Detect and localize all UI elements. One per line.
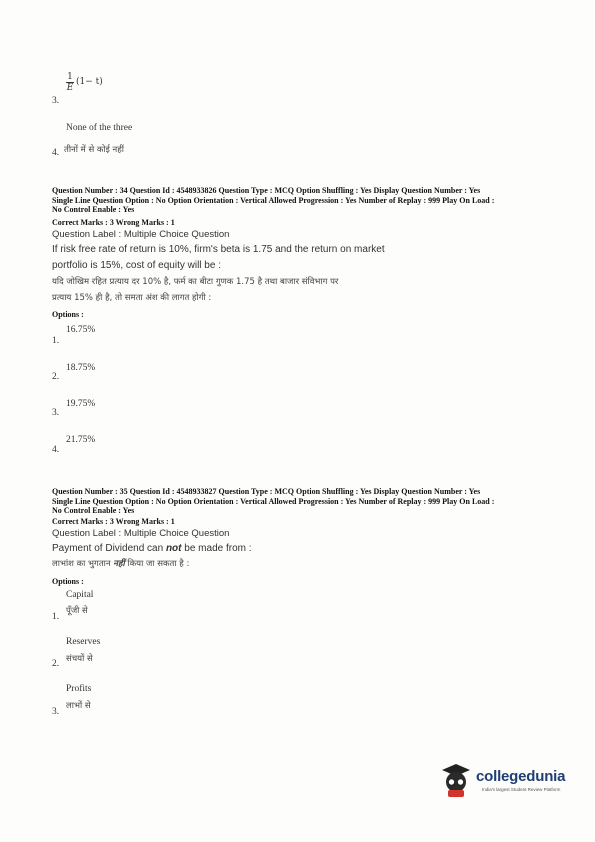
prev-option-3-number: 3. xyxy=(52,96,60,106)
q35-option-2-en: Reserves xyxy=(66,637,101,647)
q35-text-hi-emphasis: नहीं xyxy=(113,559,125,569)
q35-meta-line-2: Single Line Question Option : No Option Orientation : Vertical Allowed Progression : Yes Number of Replay : 999 Play On Load : xyxy=(52,496,495,506)
q35-marks: Correct Marks : 3 Wrong Marks : 1 xyxy=(52,517,175,526)
collegedunia-mascot-icon xyxy=(438,760,474,800)
q35-text-hi-post: किया जा सकता है : xyxy=(124,559,190,569)
q35-options-heading: Options : xyxy=(52,577,84,586)
collegedunia-tagline: India's largest Student Review Platform xyxy=(482,787,561,792)
q34-option-1-number: 1. xyxy=(52,336,60,346)
q34-options-heading: Options : xyxy=(52,310,84,319)
prev-option-4-hindi: तीनों में से कोई नहीं xyxy=(64,145,124,155)
q34-text-en-line-1: If risk free rate of return is 10%, firm's beta is 1.75 and the return on market xyxy=(52,244,385,255)
q34-marks: Correct Marks : 3 Wrong Marks : 1 xyxy=(52,218,175,227)
q35-option-1-number: 1. xyxy=(52,612,60,622)
q35-text-hi xyxy=(52,558,189,569)
q34-option-3-number: 3. xyxy=(52,408,60,418)
q35-meta xyxy=(52,487,552,516)
q34-text-en xyxy=(52,242,472,274)
q34-option-2-text: 18.75% xyxy=(66,363,96,373)
q35-option-2-hi: संचयों से xyxy=(66,654,93,664)
q35-option-1-en: Capital xyxy=(66,590,94,600)
q35-option-3-en: Profits xyxy=(66,684,92,694)
q34-meta-line-3: No Control Enable : Yes xyxy=(52,205,135,214)
formula-denominator: E xyxy=(66,83,74,93)
prev-option-3-formula xyxy=(66,72,74,93)
q35-option-2-number: 2. xyxy=(52,659,60,669)
q35-text-en-pre: Payment of Dividend can xyxy=(52,543,166,554)
q34-option-3-text: 19.75% xyxy=(66,399,96,409)
collegedunia-brand: collegedunia xyxy=(476,768,566,785)
q34-meta-line-2: Single Line Question Option : No Option Orientation : Vertical Allowed Progression : Yes Number of Replay : 999 Play On Load : xyxy=(52,195,495,205)
q34-option-1-text: 16.75% xyxy=(66,325,96,335)
q35-meta-line-3: No Control Enable : Yes xyxy=(52,506,135,515)
prev-option-4-number: 4. xyxy=(52,148,60,158)
q34-option-2-number: 2. xyxy=(52,372,60,382)
formula-numerator: 1 xyxy=(67,72,73,82)
q35-option-3-number: 3. xyxy=(52,707,60,717)
q34-meta-line-1: Question Number : 34 Question Id : 4548933826 Question Type : MCQ Option Shuffling : Yes Display Question Number : Yes xyxy=(52,186,481,195)
q34-label: Question Label : Multiple Choice Question xyxy=(52,229,230,240)
q35-label: Question Label : Multiple Choice Question xyxy=(52,528,230,539)
prev-option-4-text: None of the three xyxy=(66,123,133,133)
q35-text-en-post: be made from : xyxy=(181,543,252,554)
q34-option-4-number: 4. xyxy=(52,445,60,455)
q35-meta-line-1: Question Number : 35 Question Id : 4548933827 Question Type : MCQ Option Shuffling : Yes Display Question Number : Yes xyxy=(52,487,481,496)
q34-option-4-text: 21.75% xyxy=(66,435,96,445)
formula-expression: (1− t) xyxy=(76,77,103,87)
q35-text-en-emphasis: not xyxy=(165,543,182,554)
collegedunia-watermark xyxy=(438,760,578,804)
q35-option-1-hi: पूँजी से xyxy=(66,606,88,616)
q34-text-hi-line-1: यदि जोखिम रहित प्रत्याय दर 10% है, फर्म का बीटा गुणक 1.75 है तथा बाजार संविभाग पर xyxy=(52,277,339,287)
q34-text-hi-line-2: प्रत्याय 15% ही है, तो समता अंश की लागत होगी : xyxy=(52,293,212,303)
q35-option-3-hi: लाभों से xyxy=(66,701,91,711)
q34-text-en-line-2: portfolio is 15%, cost of equity will be : xyxy=(52,260,221,271)
q35-text-hi-pre: लाभांश का भुगतान xyxy=(52,559,114,569)
q35-text-en xyxy=(52,541,472,557)
q34-meta xyxy=(52,186,552,215)
